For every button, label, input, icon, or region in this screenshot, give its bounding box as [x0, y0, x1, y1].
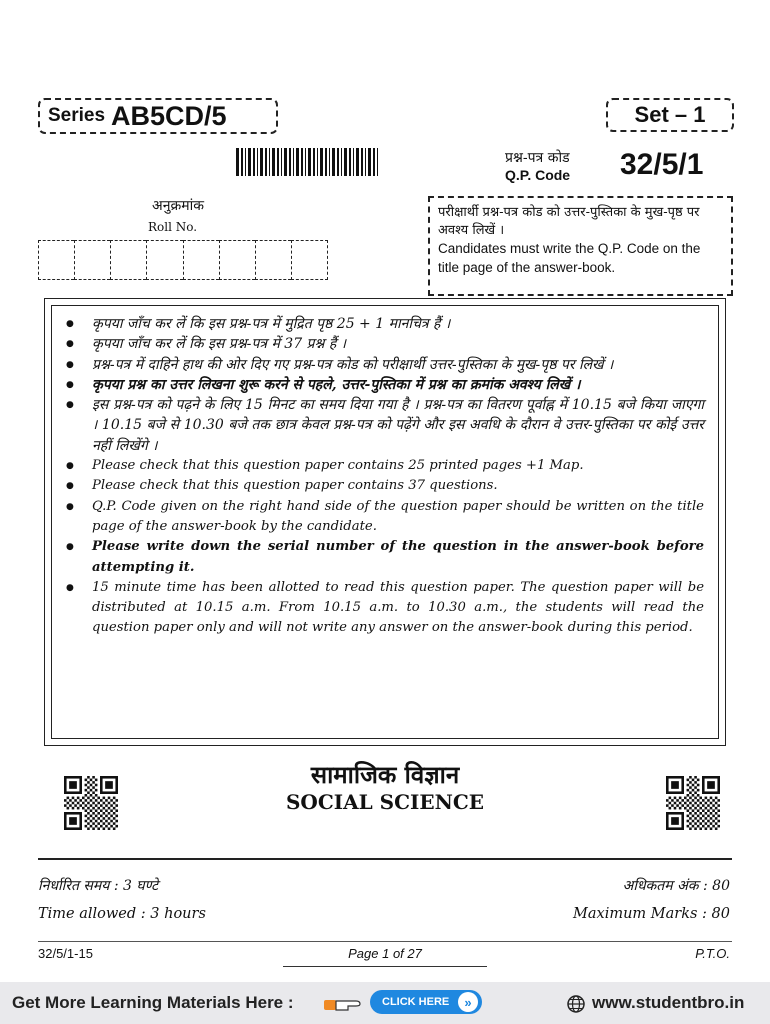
roll-digit-box[interactable]	[74, 240, 110, 280]
roll-number-label: Roll No.	[148, 220, 198, 234]
maximum-marks: Maximum Marks : 80	[573, 906, 730, 922]
click-here-label: CLICK HERE	[382, 996, 450, 1008]
maximum-marks-hindi: अधिकतम अंक : 80	[622, 878, 730, 894]
roll-digit-box[interactable]	[146, 240, 182, 280]
page-number-underline	[283, 966, 487, 967]
set-box	[606, 98, 734, 132]
candidate-note-english: Candidates must write the Q.P. Code on the title page of the answer-book.	[438, 241, 701, 276]
footer-paper-code: 32/5/1-15	[38, 946, 93, 961]
page-number: Page 1 of 27	[348, 946, 422, 961]
roll-digit-box[interactable]	[110, 240, 146, 280]
roll-number-label-hindi: अनुक्रमांक	[152, 198, 204, 214]
instructions-inner-frame	[51, 305, 719, 739]
roll-digit-box[interactable]	[255, 240, 291, 280]
time-allowed-hindi: निर्धारित समय : 3 घण्टे	[38, 878, 159, 894]
instructions-list	[92, 314, 704, 639]
instruction-item: ● Please check that this question paper contains 37 questions.	[92, 476, 704, 496]
pointing-hand-icon	[322, 994, 362, 1014]
instruction-item: ● प्रश्न-पत्र में दाहिने हाथ की ओर दिए गए प्रश्न-पत्र कोड को परीक्षार्थी उत्तर-पुस्तिका के मुख-पृष्ठ पर लिखें ।	[92, 355, 704, 375]
set-label: Set – 1	[634, 102, 706, 127]
roll-number-boxes[interactable]	[38, 240, 328, 280]
website-link[interactable]: www.studentbro.in	[592, 993, 745, 1012]
roll-digit-box[interactable]	[219, 240, 255, 280]
pto-label: P.T.O.	[695, 946, 730, 961]
qp-code-label: Q.P. Code	[505, 167, 571, 183]
roll-digit-box[interactable]	[183, 240, 219, 280]
instruction-item: ● Please check that this question paper contains 25 printed pages +1 Map.	[92, 456, 704, 476]
click-here-button[interactable]	[370, 990, 482, 1014]
subject-title-hindi: सामाजिक विज्ञान	[310, 760, 460, 789]
instruction-item: ● इस प्रश्न-पत्र को पढ़ने के लिए 15 मिनट का समय दिया गया है । प्रश्न-पत्र का वितरण पूर्वाह्न में 10.15 बजे किया जाएगा । 10.15 बजे से 10.30 बजे तक छात्र केवल प्रश्न-पत्र को पढ़ेंगे और इस अवधि के दौरान वे उत्तर-पुस्तिका पर कोई उत्तर नहीं लिखेंगे ।	[92, 395, 704, 456]
divider	[38, 858, 732, 860]
globe-icon	[566, 994, 586, 1014]
footer-divider	[38, 941, 732, 942]
promo-text: Get More Learning Materials Here :	[12, 993, 294, 1012]
double-chevron-right-icon: »	[458, 992, 478, 1012]
qp-code-label-hindi: प्रश्न-पत्र कोड	[505, 150, 570, 166]
instruction-item: ● Please write down the serial number of the question in the answer-book before attempting it.	[92, 537, 704, 578]
candidate-note-hindi: परीक्षार्थी प्रश्न-पत्र कोड को उत्तर-पुस्तिका के मुख-पृष्ठ पर अवश्य लिखें ।	[438, 205, 700, 239]
roll-digit-box[interactable]	[291, 240, 328, 280]
instruction-item: ● 15 minute time has been allotted to read this question paper. The question paper will be distributed at 10.15 a.m. From 10.15 a.m. to 10.30 a.m., the students will read the question paper only and will not write any answer on the answer-book during this period.	[92, 578, 704, 639]
series-box	[38, 98, 278, 134]
roll-digit-box[interactable]	[38, 240, 74, 280]
instruction-item: ● कृपया जाँच कर लें कि इस प्रश्न-पत्र में मुद्रित पृष्ठ 25 + 1 मानचित्र हैं ।	[92, 314, 704, 334]
series-value: AB5CD/5	[111, 100, 227, 131]
subject-title: SOCIAL SCIENCE	[285, 790, 485, 814]
instruction-item: ● Q.P. Code given on the right hand side of the question paper should be written on the title page of the answer-book by the candidate.	[92, 497, 704, 538]
qr-code-right-image	[666, 776, 720, 830]
barcode-image	[236, 148, 378, 176]
instructions-frame	[44, 298, 726, 746]
instruction-item: ● कृपया प्रश्न का उत्तर लिखना शुरू करने से पहले, उत्तर-पुस्तिका में प्रश्न का क्रमांक अवश्य लिखें ।	[92, 375, 704, 395]
time-allowed: Time allowed : 3 hours	[38, 906, 206, 922]
qp-code: 32/5/1	[620, 148, 704, 181]
series-label: Series	[48, 105, 106, 126]
candidate-note-box	[428, 196, 733, 296]
instruction-item: ● कृपया जाँच कर लें कि इस प्रश्न-पत्र में 37 प्रश्न हैं ।	[92, 334, 704, 354]
